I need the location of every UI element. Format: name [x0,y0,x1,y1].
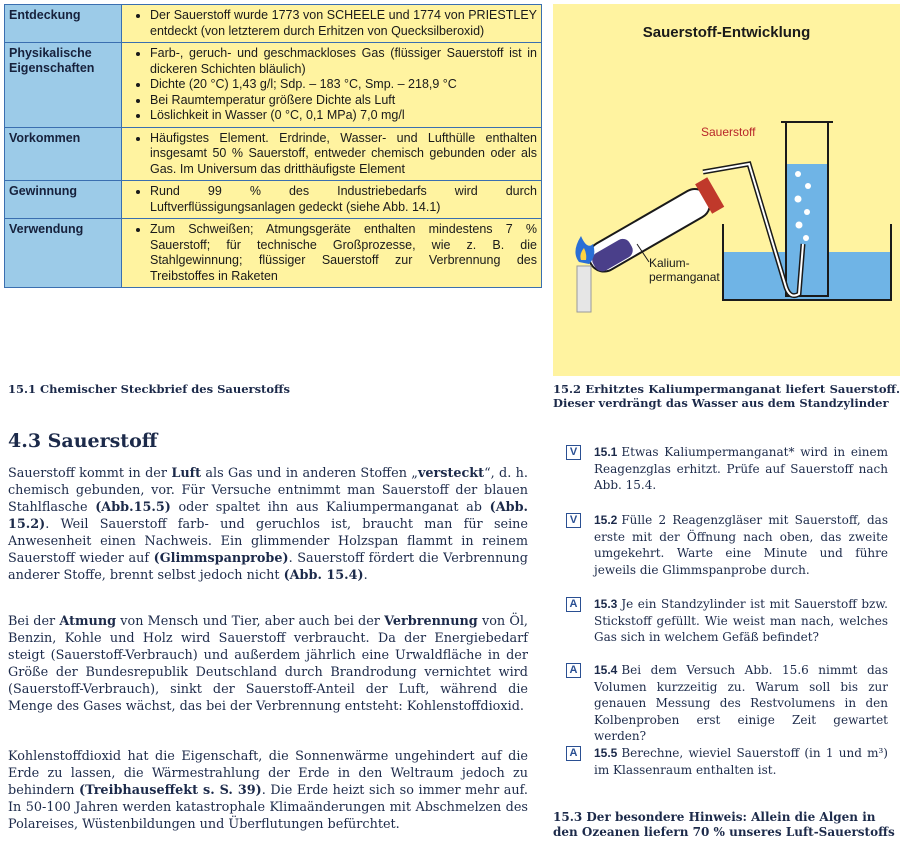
apparatus-illustration [553,4,900,376]
bubble [805,183,811,189]
task-text: Bei dem Versuch Abb. 15.6 nimmt das Volumen kurzzeitig zu. Warum soll bis zur genauen Messung des Restvolumens in den Kolbenproben erst einige Zeit gewartet werden? [594,663,888,743]
task-text: Berechne, wieviel Sauerstoff (in 1 und m³) im Klassenraum enthalten ist. [594,746,888,777]
oxygen-apparatus-diagram [553,4,900,376]
row-item: • Dichte (20 °C) 1,43 g/l; Sdp. – 183 °C, Smp. – 218,9 °C [150,77,537,93]
paragraph-1: Sauerstoff kommt in der Luft als Gas und in anderen Stoffen „versteckt“, d. h. chemisch gebunden, vor. Für Versuche entnimmt man Sauerstoff der blauen Stahlflasche (Abb.15.5) oder spaltet ihn aus Kaliumpermanganat ab (Abb. 15.2). Weil Sauerstoff farb- und geruchlos ist, braucht man für seine Anwesenheit einen Nachweis. Ein glimmender Holzspan flammt in reinem Sauerstoff wieder auf (Glimmspanprobe). Sauerstoff fördert die Verbrennung anderer Stoffe, brennt selbst jedoch nicht (Abb. 15.4). [8,466,528,583]
task-type-badge: A [566,746,581,761]
bubble [804,209,810,215]
task-type-badge: V [566,445,581,460]
task-number: 15.3 [594,597,618,611]
paragraph-2: Bei der Atmung von Mensch und Tier, aber auch bei der Verbrennung von Öl, Benzin, Kohle und Holz wird Sauerstoff verbraucht. Da der Energiebedarf steigt (Sauerstoff-Verbrauch) und außerdem jährlich eine Urwaldfläche in der Größe der Bundesrepublik Deutschland durch Brandrodung vernichtet wird (Sauerstoff-Verbrauch), sinkt der Sauerstoff-Anteil der Luft, während die Menge des Gases wächst, das bei der Verbrennung entsteht: Kohlenstoffdioxid. [8,614,528,714]
bubble [803,235,809,241]
row-item: • Löslichkeit in Wasser (0 °C, 0,1 MPa) 7,0 mg/l [150,108,537,124]
task-number: 15.1 [594,445,618,459]
burner [577,266,591,312]
task-number: 15.2 [594,513,618,527]
profile-table [4,4,542,288]
row-item: • Der Sauerstoff wurde 1773 von SCHEELE und 1774 von PRIESTLEY entdeckt (von letzterem durch Erhitzen von Quecksilberoxid) [150,8,537,39]
task-type-badge: V [566,513,581,528]
bottom-caption: 15.3 Der besondere Hinweis: Allein die Algen in den Ozeanen liefern 70 % unseres Luft-Sauerstoffs [553,810,895,839]
bubble [795,196,802,203]
row-item: • Rund 99 % des Industriebedarfs wird durch Luftverflüssigungsanlagen gedeckt (siehe Abb. 14.1) [150,184,537,215]
row-label: Vorkommen [5,127,122,181]
task-item [566,662,888,745]
task-text: Je ein Standzylinder ist mit Sauerstoff bzw. Stickstoff gefüllt. Wie weist man nach, welches Gas sich in welchem Gefäß befindet? [594,597,888,644]
profile-row-physical [5,43,542,128]
row-item: • Häufigstes Element. Erdrinde, Wasser- und Lufthülle enthalten insgesamt 50 % Sauerstoff, entweder chemisch gebunden oder als Gas. Im Universum das dritthäufigste Element [150,131,537,178]
row-label: Entdeckung [5,5,122,43]
task-number: 15.4 [594,663,618,677]
bubble [795,171,801,177]
row-item: • Zum Schweißen; Atmungsgeräte enthalten mindestens 7 % Sauerstoff; für technische Großprozesse, wie z. B. die Stahlgewinnung; flüssiger Sauerstoff zur Verbrennung des Treibstoffes in Raketen [150,222,537,284]
label-oxygen: Sauerstoff [701,125,756,139]
task-text: Etwas Kaliumpermanganat* wird in einem Reagenzglas erhitzt. Prüfe auf Sauerstoff nach Abb. 15.4. [594,445,888,492]
section-title: 4.3 Sauerstoff [8,430,158,452]
task-type-badge: A [566,597,581,612]
task-type-badge: A [566,663,581,678]
task-item [566,512,888,578]
profile-row-occurrence [5,127,542,181]
row-label: Physikalische Eigenschaften [5,43,122,128]
table-caption: 15.1 Chemischer Steckbrief des Sauerstoffs [8,382,290,396]
row-label: Gewinnung [5,181,122,219]
task-item [566,444,888,494]
task-item [566,745,888,778]
diagram-caption: 15.2 Erhitztes Kaliumpermanganat liefert Sauerstoff. Dieser verdrängt das Wasser aus dem Standzylinder [553,382,900,410]
row-item: • Bei Raumtemperatur größere Dichte als Luft [150,93,537,109]
profile-row-discovery [5,5,542,43]
bubble [796,222,803,229]
task-text: Fülle 2 Reagenzgläser mit Sauerstoff, das erste mit der Öffnung nach oben, das zweite umgekehrt. Warte eine Minute und führe jeweils die Glimmspanprobe durch. [594,513,888,577]
row-item: • Farb-, geruch- und geschmackloses Gas (flüssiger Sauerstoff ist in dickeren Schichten bläulich) [150,46,537,77]
diagram-title: Sauerstoff-Entwicklung [642,24,811,41]
row-label: Verwendung [5,219,122,288]
profile-row-production [5,181,542,219]
profile-row-usage [5,219,542,288]
task-item [566,596,888,646]
task-number: 15.5 [594,746,618,760]
paragraph-3: Kohlenstoffdioxid hat die Eigenschaft, die Sonnenwärme ungehindert auf die Erde zu lassen, die Wärmestrahlung der Erde in den Weltraum jedoch zu behindern (Treibhauseffekt s. S. 39). Die Erde heizt sich so immer mehr auf. In 50-100 Jahren werden katastrophale Klimaänderungen mit Abschmelzen des Polareises, Wüstenbildungen und Überflutungen befürchtet. [8,749,529,832]
label-reagent-line2: permanganat [649,270,720,284]
label-reagent-line1: Kalium- [649,256,690,270]
